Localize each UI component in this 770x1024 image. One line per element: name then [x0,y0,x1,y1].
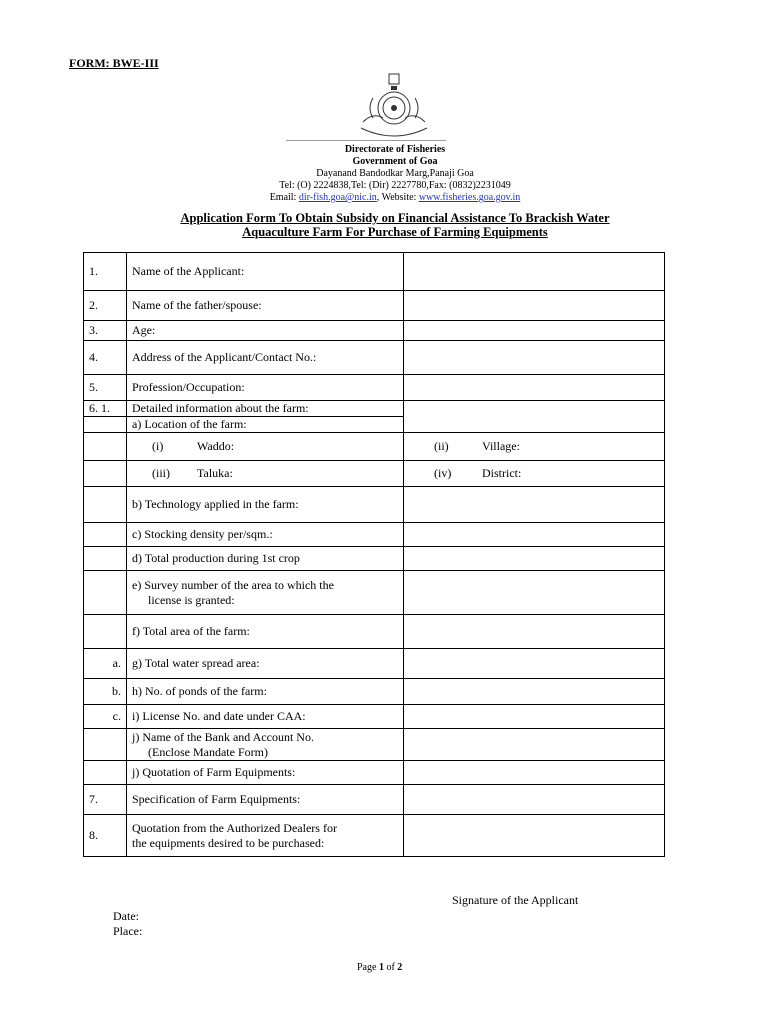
row-number-empty [84,523,127,547]
office-contact-line [200,192,590,204]
office-street: Dayanand Bandodkar Marg,Panaji Goa [316,168,474,179]
waddo-key: (i) [152,439,164,453]
row-number: 7. [84,785,127,815]
stocking-density-label: c) Stocking density per/sqm.: [127,523,404,547]
table-row [84,547,665,571]
row-number: 3. [84,321,127,341]
stocking-density-field[interactable] [404,523,665,547]
page-prefix: Page [357,962,377,973]
page-total: 2 [397,962,403,973]
farm-details-field[interactable] [404,401,665,433]
table-row [84,321,665,341]
total-production-label: d) Total production during 1st crop [127,547,404,571]
table-row [84,433,665,461]
office-phone: Tel: (O) 2224838,Tel: (Dir) 2227780,Fax: (0832)2231049 [279,180,511,191]
total-area-label: f) Total area of the farm: [127,615,404,649]
header-rule [286,140,446,141]
applicant-name-label: Name of the Applicant: [127,253,404,291]
row-number: 1. [84,253,127,291]
age-label: Age: [127,321,404,341]
address-field[interactable] [404,341,665,375]
dealer-quotation-label-2: the equipments desired to be purchased: [132,835,325,850]
table-row [84,341,665,375]
dealer-quotation-field[interactable] [404,815,665,857]
row-number: 4. [84,341,127,375]
row-number: c. [84,705,127,729]
village-key: (ii) [434,439,449,453]
district-field[interactable] [404,461,665,487]
table-row [84,523,665,547]
row-number-empty [84,433,127,461]
technology-label: b) Technology applied in the farm: [127,487,404,523]
government-name: Government of Goa [352,156,438,167]
row-number-empty [84,417,127,433]
ponds-field[interactable] [404,679,665,705]
row-number: a. [84,649,127,679]
application-form-table [83,252,665,857]
page-of: of [386,962,395,973]
table-row [84,253,665,291]
website-label: , Website: [376,192,417,203]
total-production-field[interactable] [404,547,665,571]
table-row [84,679,665,705]
district-label: District: [482,466,522,480]
row-number: 5. [84,375,127,401]
taluka-label: Taluka: [197,466,233,480]
page-current: 1 [378,962,384,973]
row-number-empty [84,761,127,785]
row-number: b. [84,679,127,705]
bank-account-label-2: (Enclose Mandate Form) [148,744,268,759]
water-spread-label: g) Total water spread area: [127,649,404,679]
date-place-block [113,909,142,939]
survey-number-label-2: license is granted: [148,592,235,607]
age-field[interactable] [404,321,665,341]
ponds-label: h) No. of ponds of the farm: [127,679,404,705]
dealer-quotation-cell [127,815,404,857]
table-row [84,761,665,785]
technology-field[interactable] [404,487,665,523]
water-spread-field[interactable] [404,649,665,679]
father-spouse-field[interactable] [404,291,665,321]
row-number-empty [84,461,127,487]
equipment-specification-field[interactable] [404,785,665,815]
table-row [84,815,665,857]
row-number: 8. [84,815,127,857]
farm-details-label: Detailed information about the farm: [127,401,404,417]
village-field[interactable] [404,433,665,461]
table-row [84,401,665,417]
table-row [84,649,665,679]
table-row [84,705,665,729]
bank-account-field[interactable] [404,729,665,761]
bank-account-label-1: j) Name of the Bank and Account No. [132,729,314,744]
table-row [84,487,665,523]
office-address-block [200,144,590,204]
equipment-specification-label: Specification of Farm Equipments: [127,785,404,815]
waddo-label: Waddo: [197,439,235,453]
taluka-cell [127,461,404,487]
village-label: Village: [482,439,520,453]
equipment-quotation-field[interactable] [404,761,665,785]
applicant-name-field[interactable] [404,253,665,291]
table-row [84,571,665,615]
form-title-line-1: Application Form To Obtain Subsidy on Financial Assistance To Brackish Water [180,211,610,225]
license-field[interactable] [404,705,665,729]
signature-label: Signature of the Applicant [452,893,579,907]
survey-number-cell [127,571,404,615]
row-number: 2. [84,291,127,321]
table-row [84,291,665,321]
row-number-empty [84,729,127,761]
address-label: Address of the Applicant/Contact No.: [127,341,404,375]
total-area-field[interactable] [404,615,665,649]
email-label: Email: [269,192,297,203]
profession-label: Profession/Occupation: [127,375,404,401]
place-label: Place: [113,924,143,938]
page-number [357,962,402,973]
bank-account-cell [127,729,404,761]
waddo-cell [127,433,404,461]
date-label: Date: [113,909,139,923]
license-label: i) License No. and date under CAA: [127,705,404,729]
table-row [84,375,665,401]
website-link[interactable]: www.fisheries.goa.gov.in [418,192,521,203]
office-name: Directorate of Fisheries [344,144,446,155]
farm-location-label: a) Location of the farm: [127,417,404,433]
form-title [120,211,670,239]
row-number-empty [84,571,127,615]
equipment-quotation-label: j) Quotation of Farm Equipments: [127,761,404,785]
table-row [84,461,665,487]
row-number-empty [84,547,127,571]
table-row [84,615,665,649]
survey-number-field[interactable] [404,571,665,615]
row-number-empty [84,487,127,523]
row-number-empty [84,615,127,649]
survey-number-label-1: e) Survey number of the area to which the [132,577,334,592]
email-link[interactable]: dir-fish.goa@nic.in [298,192,377,203]
profession-field[interactable] [404,375,665,401]
taluka-key: (iii) [152,466,170,480]
district-key: (iv) [434,466,452,480]
goa-government-emblem [343,70,445,140]
table-row [84,785,665,815]
form-code: FORM: BWE-III [69,56,159,70]
row-number: 6. 1. [84,401,127,417]
father-spouse-label: Name of the father/spouse: [127,291,404,321]
dealer-quotation-label-1: Quotation from the Authorized Dealers for [132,820,337,835]
table-row [84,729,665,761]
form-title-line-2: Aquaculture Farm For Purchase of Farming Equipments [242,225,548,239]
